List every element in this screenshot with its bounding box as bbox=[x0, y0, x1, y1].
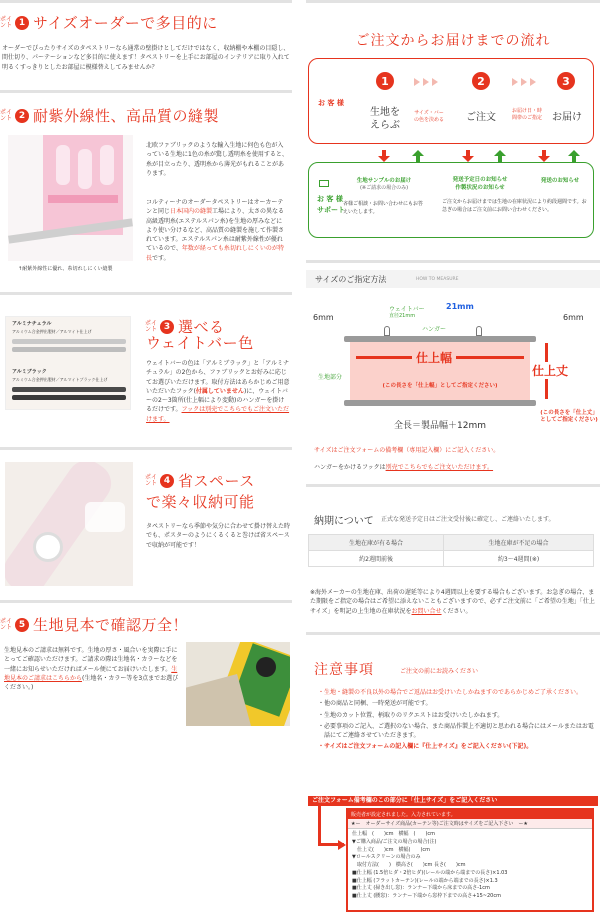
height-label: 仕上丈 bbox=[532, 364, 569, 378]
divider bbox=[306, 484, 600, 487]
val-in-stock: 約2週間前後 bbox=[309, 551, 444, 567]
fabric-samples-photo bbox=[186, 642, 290, 726]
delivery-note: ※海外メーカーの生地在庫、出荷の遅延等により4週間以上を要する場合もございます。お急ぎの場合、また期限をご指定の場合はご希望に添えないこともございますので、必ずご注文前に「ご希望の生地」「仕上サイズ」を明記の上生地の在庫状況をお問い合せください。 bbox=[310, 589, 595, 615]
val-out-of-stock: 約3〜4週間(※) bbox=[444, 551, 594, 567]
sewing-photo bbox=[8, 135, 133, 261]
section-4-heading bbox=[145, 470, 255, 491]
size-title: サイズのご指定方法 bbox=[315, 275, 387, 284]
col-out-of-stock: 生地在庫が不足の場合 bbox=[444, 535, 594, 551]
step-1-label: 生地を えらぶ bbox=[370, 107, 400, 131]
divider bbox=[0, 0, 292, 3]
section-2-title: 耐紫外線性、高品質の縫製 bbox=[33, 107, 220, 125]
form-row-1: 販売者が設定されました。入力されています。 bbox=[348, 810, 592, 819]
bottom-weightbar bbox=[344, 400, 536, 406]
section-5-body: 生地見本のご請求は無料です。生地の厚さ・風合いを実際に手にとってご確認いただけます。ご請求の際は生地名・カラーなどを一緒にお知らせいただければメール便にてお届けいたします。生地見本のご請求はこちらから(生地名・カラー等を3点までお選びください。) bbox=[4, 647, 179, 692]
divider bbox=[306, 260, 600, 263]
flow-arrow bbox=[530, 78, 536, 86]
step-3-label: お届け bbox=[552, 112, 582, 123]
hanger-left bbox=[384, 326, 390, 336]
up-arrow bbox=[568, 150, 580, 162]
delivery-title: 納期について bbox=[314, 516, 374, 527]
flow-arrow bbox=[512, 78, 518, 86]
flow-title: ご注文からお届けまでの流れ bbox=[355, 33, 551, 49]
caution-list bbox=[318, 688, 596, 752]
down-arrow bbox=[462, 150, 474, 162]
sample-request-link[interactable]: 生地見本のご請求はこちらから bbox=[4, 665, 178, 682]
point-label: ポイント bbox=[0, 15, 13, 29]
point-number: 4 bbox=[160, 474, 174, 488]
step-2-note: お届け日・時間帯のご指定 bbox=[511, 108, 542, 121]
caution-item: ・ サイズはご注文フォームの記入欄に『仕上サイズ』をご記入ください(下記)。 bbox=[318, 743, 533, 751]
divider bbox=[306, 0, 600, 3]
flow-arrow bbox=[423, 78, 429, 86]
section-3-body: ウェイトバーの色は「アルミブラック」と「アルミナチュラル」の2色から、ファブリックとお好みに応じてお選びいただけます。取付方法はあらかじめご用意いただいたフック(付属していません)に、ウェイトバーの2〜3箇所(仕上幅により変動)のハンガーを掛けるだけです。フックは別売でこちらでもご注文いただけます。 bbox=[146, 360, 290, 423]
section-4-title-2: で楽々収納可能 bbox=[146, 493, 255, 511]
form-sample bbox=[346, 808, 594, 912]
section-4-body: タペストリーなら季節や気分に合わせて掛け替えた時でも、ポスターのようにくるくると巻けば省スペースで収納が可能です！ bbox=[146, 523, 291, 549]
point-number: 1 bbox=[15, 16, 29, 30]
section-4-title-1: 省スペース bbox=[178, 472, 255, 490]
section-1-body: オーダーでぴったりサイズのタペストリーなら通常の壁掛けとしてだけではなく、収納棚や本棚の目隠し、間仕切り、パーテーションなど多目的に使えます！タペストリーを上手にお部屋のインテリアに取り入れて明るくすっきりとしたお部屋に模様替えしてみませんか？ bbox=[2, 45, 290, 71]
step-2-label: ご注文 bbox=[466, 112, 496, 123]
total-length: 全長＝製品幅＋12mm bbox=[394, 421, 486, 431]
caution-title: 注意事項 bbox=[314, 662, 374, 678]
divider bbox=[0, 90, 292, 93]
form-pointer bbox=[318, 806, 321, 846]
form-pointer-head bbox=[338, 840, 346, 850]
hanger-label: ハンガー bbox=[422, 326, 447, 333]
caution-item: ・ 必要事項のご記入、ご選択のない場合、また商品作製上不適切と思われる場合にはメールまたはお電話にてご連絡させていただきます。 bbox=[318, 722, 594, 740]
rolled-tapestry-photo bbox=[5, 462, 133, 586]
weightbar-photo: アルミナチュラル アルミウム合金押出製材／アルマイト仕上げ アルミブラック アルミウム合金押出製材／アルマイトブラック仕上げ bbox=[5, 316, 131, 410]
form-banner: ご注文フォーム備考欄のこの部分に「仕上サイズ」をご記入ください bbox=[308, 796, 598, 806]
dim-6mm-left: 6mm bbox=[313, 313, 334, 322]
step-1-note: サイズ・バーの色を決める bbox=[413, 110, 444, 123]
section-1-title: サイズオーダーで多目的に bbox=[33, 14, 218, 32]
size-subtitle: HOW TO MEASURE bbox=[416, 277, 459, 282]
section-3-title-2: ウェイトバー色 bbox=[146, 334, 254, 352]
size-note-1: サイズはご注文フォームの備考欄（専用記入欄）にご記入ください。 bbox=[314, 447, 500, 454]
form-row-2: ★ー オーダーサイズ商品(カーテン等)ご注文時はサイズをご記入下さい ー★ bbox=[348, 819, 592, 829]
step-1-number: 1 bbox=[376, 72, 394, 90]
weightbar-label: ウェイトバー 直径21mm bbox=[389, 306, 425, 320]
form-textarea[interactable]: 仕上幅 ( )cm 横幅 ( )cm ▼ご購入商品/ご注文の場合の場合(注) 仕上丈( )cm 横幅( )cm ▼ロールスクリーンの場合のみ 取付方法( ) 横高さ( )cm 長さ( )cm ■仕上幅 (1.5倍ヒダ・2倍ヒダ)(レールの端から端までの長さ)×1.03 ■仕上幅 (フラットカーテン)(レールの端から端までの長さ)×1.3 ■仕上丈 (掃き出し窓)：ランナー下端から床までの高さ-1cm ■仕上丈 (腰窓)：ランナー下端から窓枠下までの高さ+15~20cm bbox=[352, 831, 508, 899]
flow-arrow bbox=[521, 78, 527, 86]
dim-6mm-right: 6mm bbox=[563, 313, 584, 322]
point-label: ポイント bbox=[0, 617, 13, 631]
hook-order-link[interactable]: 別売でこちらでもご注文いただけます。 bbox=[385, 464, 494, 471]
step-2-number: 2 bbox=[472, 72, 490, 90]
point-label: ポイント bbox=[145, 473, 158, 487]
point-number: 2 bbox=[15, 109, 29, 123]
support-label: お 客 様 サポート bbox=[317, 195, 345, 214]
support-sample: 生地サンプルのお届け (※ご請求の場合のみ) bbox=[356, 178, 412, 191]
caution-item: ・ 生地のカット位置、柄取りのリクエストはお受けいたしかねます。 bbox=[318, 711, 504, 719]
section-2-para-1: 北欧ファブリックのような輸入生地に何色も色が入っている生地に1色の糸が驚し透明糸を使用すると、糸が目立ったり、透明糸から薄光がもれることがあります。 bbox=[146, 142, 288, 177]
point-number: 5 bbox=[15, 618, 29, 632]
section-5-heading bbox=[0, 614, 188, 635]
divider bbox=[306, 632, 600, 635]
customer-flow-box bbox=[308, 58, 594, 144]
customer-label: お 客 様 bbox=[318, 99, 344, 107]
up-arrow bbox=[412, 150, 424, 162]
caution-subtitle: ご注文の前にお読みください bbox=[400, 668, 479, 675]
sewing-caption: ↑耐紫外線性に優れ、糸切れしにくい縫製 bbox=[18, 266, 113, 272]
caution-item: ・ 他の商品と同梱、一時発送が可能です。 bbox=[318, 700, 432, 708]
fabric-part-label: 生地部分 bbox=[318, 374, 343, 381]
section-2-heading bbox=[0, 105, 219, 126]
height-note: (この長さを「仕上丈」としてご指定ください) bbox=[540, 410, 598, 424]
hook-link[interactable]: フックは別売でこちらでもご注文いただけます。 bbox=[146, 406, 290, 423]
support-schedule-body: ご注文からお届けまでは生地の在庫状況により約段週間です。お急ぎの場合はご注文前にお問い合わせください。 bbox=[442, 199, 587, 213]
flow-arrow bbox=[414, 78, 420, 86]
up-arrow bbox=[494, 150, 506, 162]
col-in-stock: 生地在庫が有る場合 bbox=[309, 535, 444, 551]
flow-arrow bbox=[432, 78, 438, 86]
down-arrow bbox=[538, 150, 550, 162]
divider bbox=[0, 600, 292, 603]
delivery-table bbox=[308, 534, 594, 567]
inquiry-link[interactable]: お問い合せ bbox=[411, 607, 442, 615]
step-3-number: 3 bbox=[557, 72, 575, 90]
divider bbox=[0, 447, 292, 450]
down-arrow bbox=[378, 150, 390, 162]
section-1-heading bbox=[0, 12, 218, 33]
hanger-right bbox=[476, 326, 482, 336]
dim-21mm: 21mm bbox=[446, 302, 474, 311]
point-number: 3 bbox=[160, 320, 174, 334]
support-sample-body: 吝様ご相談・お問い合わせにもお答えいたします。 bbox=[343, 201, 424, 215]
support-shipping-notice: 発送のお知らせ bbox=[540, 178, 580, 184]
delivery-lead: 正式な発送予定日はご注文受付後に確定し、ご連絡いたします。 bbox=[381, 516, 555, 523]
width-label: 仕上幅 bbox=[412, 349, 456, 366]
section-2-para-2: コルティーナのオーダータペストリーはオーカーテンと同じ日本国内の縫製工場により、太さの異なる高級透明糸(エステルスパン糸)を生地の厚みなどにより使い分けるなど、高品質の縫製を施して作製されています。エステルスパン糸は耐紫外線性が優れているので、年数が経っても糸切れしにくいのが特長です。 bbox=[146, 199, 285, 262]
point-label: ポイント bbox=[145, 319, 158, 333]
size-note-2: ハンガーをかけるフックは別売でこちらでもご注文いただけます。 bbox=[314, 464, 494, 471]
section-5-title: 生地見本で確認万全！ bbox=[33, 616, 189, 634]
support-shipping-schedule: 発送予定日のお知らせ 作製状況のお知らせ bbox=[452, 177, 508, 192]
width-note: (この長さを「仕上幅」としてご指定ください) bbox=[382, 383, 498, 389]
caution-item: ・ 生地・縫製の不良以外の場合でご返品はお受けいたしかねますのであらかじめご了承ください。 bbox=[318, 689, 583, 696]
mail-icon bbox=[319, 180, 329, 187]
divider bbox=[0, 292, 292, 295]
section-3-title-1: 選べる bbox=[178, 318, 225, 336]
point-label: ポイント bbox=[0, 108, 13, 122]
